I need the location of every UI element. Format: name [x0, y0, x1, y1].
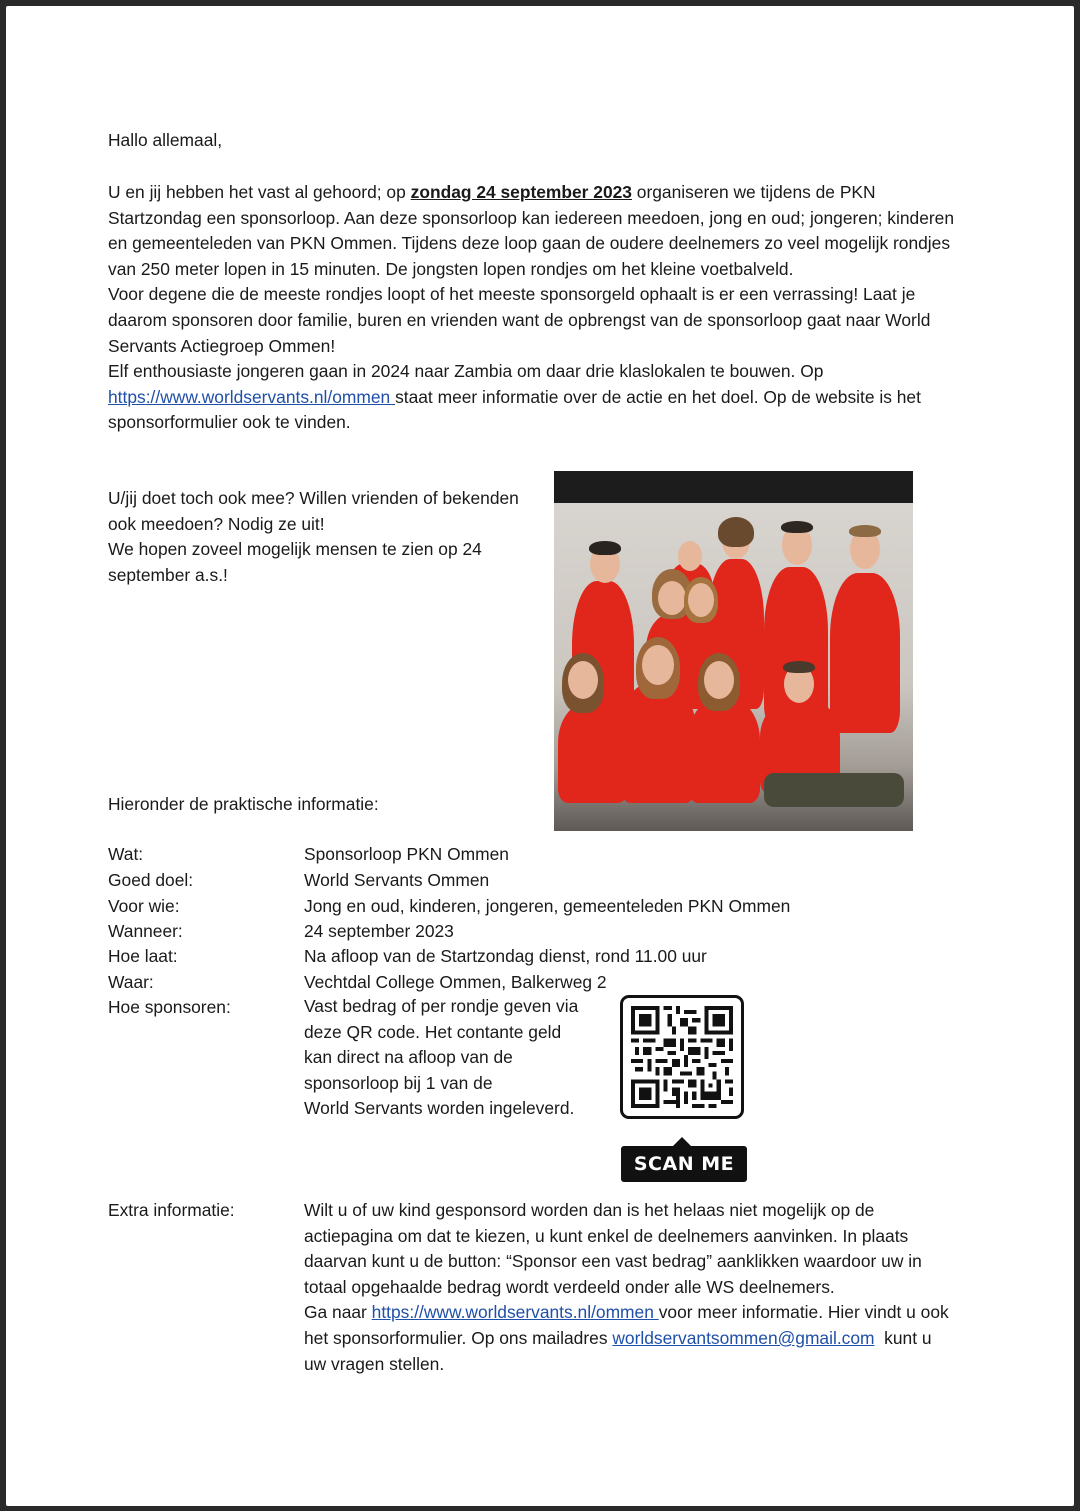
event-date: zondag 24 september 2023 [410, 182, 632, 202]
intro-paragraph-2: Voor degene die de meeste rondjes loopt of het meeste sponsorgeld ophaalt is er een verrassing! Laat je daarom sponsoren door familie, buren en vrienden want de opbrengst van de sponsorloop gaat naar World Servants Actiegroep Ommen! [108, 284, 931, 356]
sponsor-line: sponsorloop bij 1 van de [304, 1072, 493, 1093]
group-photo [554, 471, 913, 831]
extra-text-run: voor meer informatie. Hier vindt u ook het sponsorformulier. Op ons mailadres [304, 1302, 949, 1348]
invite-line-2: We hopen zoveel mogelijk mensen te zien op 24 september a.s.! [108, 539, 482, 585]
scan-me-pointer [673, 1137, 691, 1146]
info-row-voor-wie [108, 894, 1048, 920]
document-page [6, 6, 1074, 1506]
info-value: Vechtdal College Ommen, Balkerweg 2 [304, 972, 607, 992]
info-label: Hoe laat: [108, 946, 178, 966]
info-value: Na afloop van de Startzondag dienst, rond 11.00 uur [304, 946, 707, 966]
intro-text-run: Elf enthousiaste jongeren gaan in 2024 naar Zambia om daar drie klaslokalen te bouwen. Op [108, 361, 824, 382]
sponsor-line: Vast bedrag of per rondje geven via [304, 996, 579, 1016]
scan-me-label: SCAN ME [621, 1146, 747, 1182]
intro-text [108, 180, 968, 436]
info-value: 24 september 2023 [304, 921, 454, 941]
intro-paragraph-1 [108, 180, 968, 282]
person-head [704, 661, 734, 699]
extra-info-text [304, 1198, 954, 1377]
info-row-wanneer [108, 919, 1048, 945]
extra-text-run: kunt u uw vragen stellen. [304, 1327, 937, 1374]
email-link[interactable]: worldservantsommen@gmail.com [612, 1327, 875, 1348]
intro-text-run: organiseren we tijdens de PKN Startzondag een sponsorloop. Aan deze sponsorloop kan iedereen meedoen, jong en oud; jongeren; kinderen en gemeenteleden van PKN Ommen. Tijdens deze loop gaan de oudere deelnemers zo veel mogelijk rondjes van 250 meter lopen in 15 minuten. De jongsten lopen rondjes om het kleine voetbalveld. [108, 182, 955, 279]
person [558, 703, 628, 803]
person-hair [718, 517, 754, 547]
info-label: Hoe sponsoren: [108, 997, 231, 1017]
info-row-goed-doel [108, 868, 1048, 894]
invite-text [108, 486, 528, 588]
info-value: World Servants Ommen [304, 870, 490, 890]
practical-heading: Hieronder de praktische informatie: [108, 794, 379, 814]
intro-text-run: U en jij hebben het vast al gehoord; op [108, 182, 411, 202]
sponsor-line: World Servants worden ingeleverd. [304, 1098, 575, 1119]
person [620, 683, 696, 803]
person-hair [849, 525, 881, 537]
info-row-waar [108, 970, 1048, 996]
greeting: Hallo allemaal, [108, 130, 223, 150]
sponsor-line: kan direct na afloop van de [304, 1047, 513, 1068]
intro-paragraph-3 [108, 359, 968, 436]
worldservants-link[interactable]: https://www.worldservants.nl/ommen [108, 386, 396, 407]
invite-line-1: U/jij doet toch ook mee? Willen vrienden of bekenden ook meedoen? Nodig ze uit! [108, 488, 519, 534]
extra-info-label: Extra informatie: [108, 1200, 235, 1220]
person-hair [781, 521, 813, 533]
person [688, 699, 760, 803]
info-row-hoe-laat [108, 944, 1048, 970]
intro-text-run: staat meer informatie over de actie en het doel. Op de website is het sponsorformulier ook te vinden. [108, 386, 921, 433]
info-row-wat [108, 842, 1048, 868]
extra-text-run: Ga naar [304, 1302, 372, 1323]
info-value: Sponsorloop PKN Ommen [304, 844, 509, 864]
qr-code[interactable] [620, 995, 744, 1119]
sponsor-text [304, 994, 624, 1122]
info-label: Wat: [108, 844, 144, 864]
info-label: Waar: [108, 972, 154, 992]
person-head [568, 661, 598, 699]
qr-code-icon [631, 1006, 733, 1108]
worldservants-link-2[interactable]: https://www.worldservants.nl/ommen [371, 1302, 659, 1323]
trousers [764, 773, 904, 807]
sponsor-line: deze QR code. Het contante geld [304, 1021, 562, 1042]
person-face [658, 581, 686, 615]
person-hair [783, 661, 815, 673]
extra-paragraph-2 [304, 1300, 954, 1377]
info-label: Voor wie: [108, 896, 180, 916]
person [830, 573, 900, 733]
person-hair [589, 541, 621, 555]
photo-background [554, 503, 913, 831]
person-head [678, 541, 702, 571]
person-head [642, 645, 674, 685]
extra-paragraph-1: Wilt u of uw kind gesponsord worden dan is het helaas niet mogelijk op de actiepagina om dat te kiezen, u kunt enkel de deelnemers aanvinken. In plaats daarvan kunt u de button: “Sponsor een vast bedrag” aanklikken waardoor uw in totaal opgehaalde bedrag wordt verdeeld onder alle WS deelnemers. [304, 1200, 922, 1297]
person-head [688, 583, 714, 617]
info-label: Wanneer: [108, 921, 183, 941]
info-label: Goed doel: [108, 870, 194, 890]
info-value: Jong en oud, kinderen, jongeren, gemeenteleden PKN Ommen [304, 896, 791, 916]
